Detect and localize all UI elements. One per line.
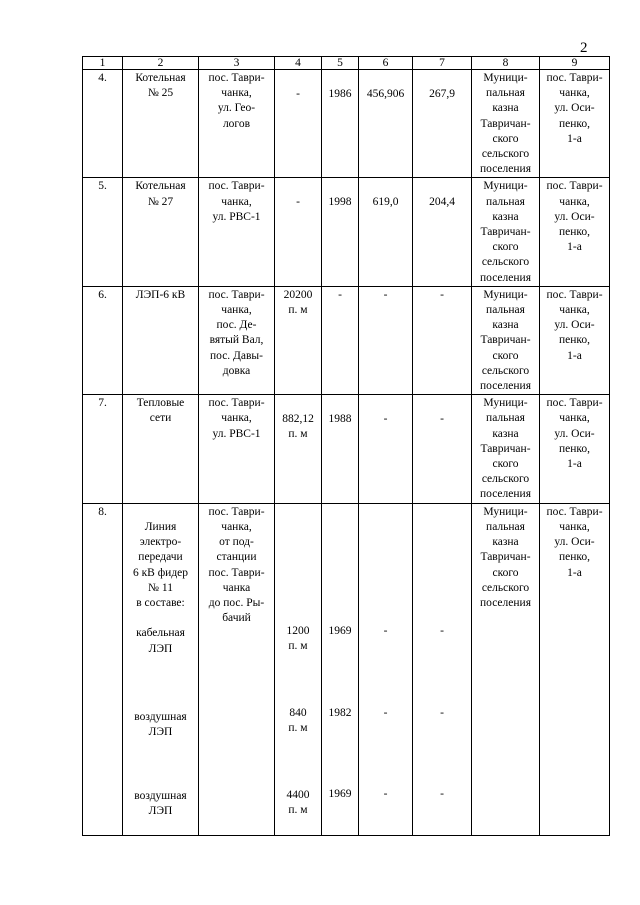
object-address: пос. Таври- чанка, ул. Гео- логов: [199, 70, 275, 178]
sub-object-name: воздушная ЛЭП: [134, 789, 187, 818]
sub-object-size: 1200 п. м: [286, 624, 310, 653]
sub-object-size: 4400 п. м: [286, 788, 310, 816]
sub-object-value-col6: -: [383, 706, 388, 719]
object-owner: Муници- пальная казна Тавричан- ского сельского поселения: [472, 178, 540, 286]
sub-object-value-col6: -: [383, 624, 388, 637]
object-address: пос. Таври- чанка, пос. Де- вятый Вал, пос. Давы- довка: [199, 286, 275, 394]
table-row: [83, 286, 610, 394]
column-number: 5: [322, 57, 359, 70]
object-location: пос. Таври- чанка, ул. Оси- пенко, 1-а: [540, 70, 610, 178]
column-number: 2: [123, 57, 199, 70]
table-row: [83, 178, 610, 286]
sub-object-name: кабельная ЛЭП: [136, 627, 185, 655]
sub-object-year: 1969: [328, 624, 352, 637]
table-row: [83, 70, 610, 178]
row-number: 8.: [83, 503, 123, 835]
row-number: 5.: [83, 178, 123, 286]
object-value-col7: -: [413, 395, 472, 503]
object-location: пос. Таври- чанка, ул. Оси- пенко, 1-а: [540, 395, 610, 503]
table-body: [83, 57, 610, 836]
sub-object-value-col7: -: [440, 706, 444, 719]
object-value-col7: [413, 503, 472, 835]
object-address: пос. Таври- чанка, ул. РВС-1: [199, 395, 275, 503]
sub-object-name: воздушная ЛЭП: [134, 711, 187, 739]
object-year: 1988: [322, 395, 359, 503]
sub-object-year: 1969: [328, 788, 352, 801]
object-owner: Муници- пальная казна Тавричан- ского сельского поселения: [472, 395, 540, 503]
object-owner: Муници- пальная казна Тавричан- ского сельского поселения: [472, 503, 540, 835]
object-address: пос. Таври- чанка, ул. РВС-1: [199, 178, 275, 286]
object-year: -: [322, 286, 359, 394]
sub-object-size: 840 п. м: [288, 706, 308, 734]
sub-object-value-col7: -: [440, 788, 444, 801]
object-value-col7: 204,4: [413, 178, 472, 286]
column-number: 3: [199, 57, 275, 70]
object-owner: Муници- пальная казна Тавричан- ского сельского поселения: [472, 70, 540, 178]
object-year: 1986: [322, 70, 359, 178]
page-number: 2: [580, 40, 588, 56]
row-number: 7.: [83, 395, 123, 503]
object-size: 882,12 п. м: [275, 395, 322, 503]
object-name-head: Линия электро- передачи 6 кВ фидер № 11 в составе:: [132, 520, 189, 609]
table-row: [83, 395, 610, 503]
object-year: 1998: [322, 178, 359, 286]
object-location: пос. Таври- чанка, ул. Оси- пенко, 1-а: [540, 503, 610, 835]
column-number: 7: [413, 57, 472, 70]
object-value-col6: -: [359, 286, 413, 394]
sub-object-year: 1982: [328, 706, 352, 719]
column-number: 9: [540, 57, 610, 70]
object-value-col7: 267,9: [413, 70, 472, 178]
object-value-col7: -: [413, 286, 472, 394]
column-number: 6: [359, 57, 413, 70]
object-size: -: [275, 178, 322, 286]
table-row: [83, 503, 610, 835]
row-number: 4.: [83, 70, 123, 178]
object-size: [275, 503, 322, 835]
object-location: пос. Таври- чанка, ул. Оси- пенко, 1-а: [540, 286, 610, 394]
column-number: 8: [472, 57, 540, 70]
object-name: ЛЭП-6 кВ: [123, 286, 199, 394]
object-value-col6: -: [359, 395, 413, 503]
object-value-col6: [359, 503, 413, 835]
object-name: [123, 503, 199, 835]
sub-object-value-col7: -: [440, 624, 444, 637]
object-name: Тепловые сети: [123, 395, 199, 503]
column-numbers-row: [83, 57, 610, 70]
object-address: пос. Таври- чанка, от под- станции пос. Таври- чанка до пос. Ры- бачий: [199, 503, 275, 835]
object-value-col6: 456,906: [359, 70, 413, 178]
row-number: 6.: [83, 286, 123, 394]
object-owner: Муници- пальная казна Тавричан- ского сельского поселения: [472, 286, 540, 394]
object-size: 20200 п. м: [275, 286, 322, 394]
object-location: пос. Таври- чанка, ул. Оси- пенко, 1-а: [540, 178, 610, 286]
property-register-table: [82, 56, 610, 836]
object-value-col6: 619,0: [359, 178, 413, 286]
object-name: Котельная № 27: [123, 178, 199, 286]
object-size: -: [275, 70, 322, 178]
object-name: Котельная № 25: [123, 70, 199, 178]
column-number: 1: [83, 57, 123, 70]
object-year: [322, 503, 359, 835]
column-number: 4: [275, 57, 322, 70]
sub-object-value-col6: -: [383, 788, 388, 801]
